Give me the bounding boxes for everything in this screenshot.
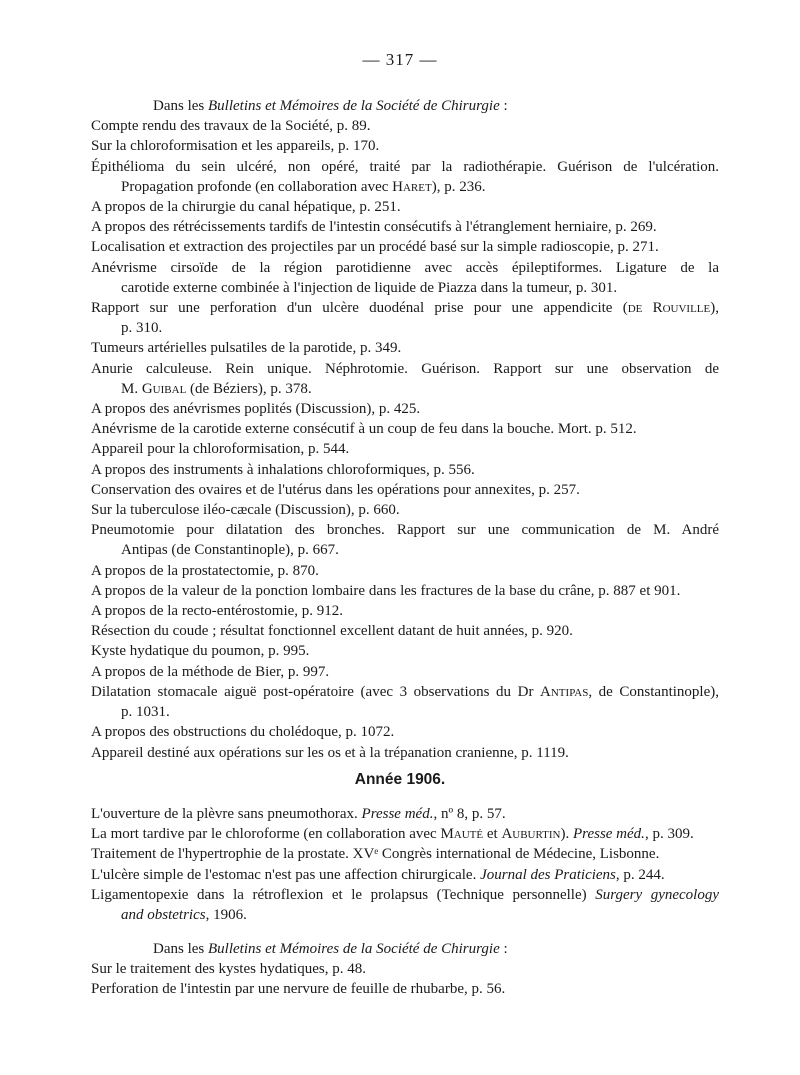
- section-intro: [91, 939, 719, 959]
- publication-entry: Rapport sur une perforation d'un ulcère duodénal prise pour une appendicite (de Rouville),: [91, 300, 719, 317]
- publication-entry: Dilatation stomacale aiguë post-opératoire (avec 3 observations du Dr Antipas, de Constantinople),: [91, 683, 719, 700]
- journal-title: Journal des Praticiens: [480, 866, 616, 883]
- entry-continuation-line: Propagation profonde (en collaboration avec Haret), p. 236.: [121, 178, 486, 195]
- publication-entry: Sur la tuberculose iléo-cæcale (Discussion), p. 660.: [91, 502, 400, 519]
- publication-entry: Traitement de l'hypertrophie de la prostate. XVᵉ Congrès international de Médecine, Lisbonne.: [91, 846, 660, 863]
- entry-continuation-line: p. 1031.: [121, 704, 170, 721]
- publication-entry: A propos des instruments à inhalations chloroformiques, p. 556.: [91, 461, 475, 478]
- publication-entry: A propos de la prostatectomie, p. 870.: [91, 562, 319, 579]
- publication-entry: Anévrisme de la carotide externe consécutif à un coup de feu dans la bouche. Mort. p. 512.: [91, 421, 637, 438]
- journal-title: and obstetrics: [121, 907, 206, 924]
- journal-title: Bulletins et Mémoires de la Société de Chirurgie: [208, 941, 500, 957]
- publication-entry: L'ouverture de la plèvre sans pneumothorax. Presse méd., nº 8, p. 57.: [91, 806, 506, 822]
- publication-entry: A propos de la méthode de Bier, p. 997.: [91, 663, 330, 680]
- bulletins-section-1906: [91, 939, 719, 1000]
- publication-entry: La mort tardive par le chloroforme (en collaboration avec Mauté et Auburtin). Presse méd., p. 309.: [91, 826, 694, 843]
- publication-entry: Sur le traitement des kystes hydatiques, p. 48.: [91, 961, 366, 978]
- author-name: Antipas: [540, 683, 589, 700]
- entry-continuation-line: Antipas (de Constantinople), p. 667.: [121, 542, 339, 559]
- publication-entry: Compte rendu des travaux de la Société, p. 89.: [91, 118, 371, 135]
- entry-continuation-line: carotide externe combinée à l'injection de liquide de Piazza dans la tumeur, p. 301.: [121, 279, 618, 296]
- author-name: de Rouville: [627, 300, 711, 317]
- publication-entry: Appareil destiné aux opérations sur les os et à la trépanation cranienne, p. 1119.: [91, 744, 569, 761]
- journal-title: Surgery gynecology: [595, 886, 719, 903]
- journal-title: Bulletins et Mémoires de la Société de Chirurgie: [208, 98, 500, 114]
- intro-prefix: Dans les: [153, 98, 208, 114]
- publication-entry: Anurie calculeuse. Rein unique. Néphrotomie. Guérison. Rapport sur une observation de: [91, 360, 719, 377]
- author-name: Guibal: [141, 380, 187, 397]
- publication-entry: A propos de la valeur de la ponction lombaire dans les fractures de la base du crâne, p. 887 et 901.: [91, 582, 681, 599]
- journal-title: Presse méd.: [361, 806, 434, 822]
- publication-entry: Pneumotomie pour dilatation des bronches. Rapport sur une communication de M. André: [91, 522, 719, 539]
- intro-prefix: Dans les: [153, 941, 208, 957]
- publication-entry: A propos des anévrismes poplités (Discussion), p. 425.: [91, 401, 421, 418]
- section-intro: [91, 96, 719, 116]
- publication-entry: Résection du coude ; résultat fonctionnel excellent datant de huit années, p. 920.: [91, 623, 573, 640]
- publication-entry: Sur la chloroformisation et les appareils, p. 170.: [91, 138, 380, 155]
- entry-continuation-line: M. Guibal (de Béziers), p. 378.: [121, 380, 312, 397]
- author-name: Mauté: [440, 826, 484, 843]
- publication-entry: Tumeurs artérielles pulsatiles de la parotide, p. 349.: [91, 340, 402, 357]
- publication-entry: A propos des obstructions du cholédoque, p. 1072.: [91, 724, 395, 741]
- journal-title: Presse méd.: [573, 826, 645, 843]
- page-number: — 317 —: [362, 50, 438, 69]
- publication-list: [91, 116, 719, 763]
- entry-continuation-line: and obstetrics, 1906.: [121, 907, 247, 924]
- publication-list: [91, 959, 719, 999]
- publication-entry: Kyste hydatique du poumon, p. 995.: [91, 643, 310, 660]
- bulletins-section-1905: [91, 96, 719, 763]
- publication-entry: Ligamentopexie dans la rétroflexion et le prolapsus (Technique personnelle) Surgery gynecology: [91, 886, 719, 903]
- publications-1906: [91, 804, 719, 925]
- publication-entry: L'ulcère simple de l'estomac n'est pas une affection chirurgicale. Journal des Praticiens, p. 244.: [91, 866, 665, 883]
- year-heading: Année 1906.: [354, 771, 446, 788]
- publication-entry: A propos de la recto-entérostomie, p. 912.: [91, 603, 344, 620]
- publication-entry: Anévrisme cirsoïde de la région parotidienne avec accès épileptiformes. Ligature de la: [91, 259, 719, 276]
- publication-entry: Conservation des ovaires et de l'utérus dans les opérations pour annexites, p. 257.: [91, 481, 580, 498]
- entry-continuation-line: p. 310.: [121, 320, 163, 337]
- publication-entry: A propos de la chirurgie du canal hépatique, p. 251.: [91, 199, 401, 216]
- author-name: Haret: [392, 178, 432, 195]
- intro-suffix: :: [499, 98, 508, 114]
- publication-entry: Perforation de l'intestin par une nervure de feuille de rhubarbe, p. 56.: [91, 981, 506, 998]
- publication-list: [91, 804, 719, 925]
- intro-suffix: :: [499, 941, 508, 957]
- publication-entry: Épithélioma du sein ulcéré, non opéré, traité par la radiothérapie. Guérison de l'ulcération.: [91, 158, 719, 175]
- publication-entry: A propos des rétrécissements tardifs de l'intestin consécutifs à l'étranglement herniaire, p. 269.: [91, 219, 657, 236]
- author-name: Auburtin: [501, 826, 561, 843]
- publication-entry: Appareil pour la chloroformisation, p. 544.: [91, 441, 350, 458]
- publication-entry: Localisation et extraction des projectiles par un procédé basé sur la simple radioscopie, p. 271.: [91, 239, 659, 256]
